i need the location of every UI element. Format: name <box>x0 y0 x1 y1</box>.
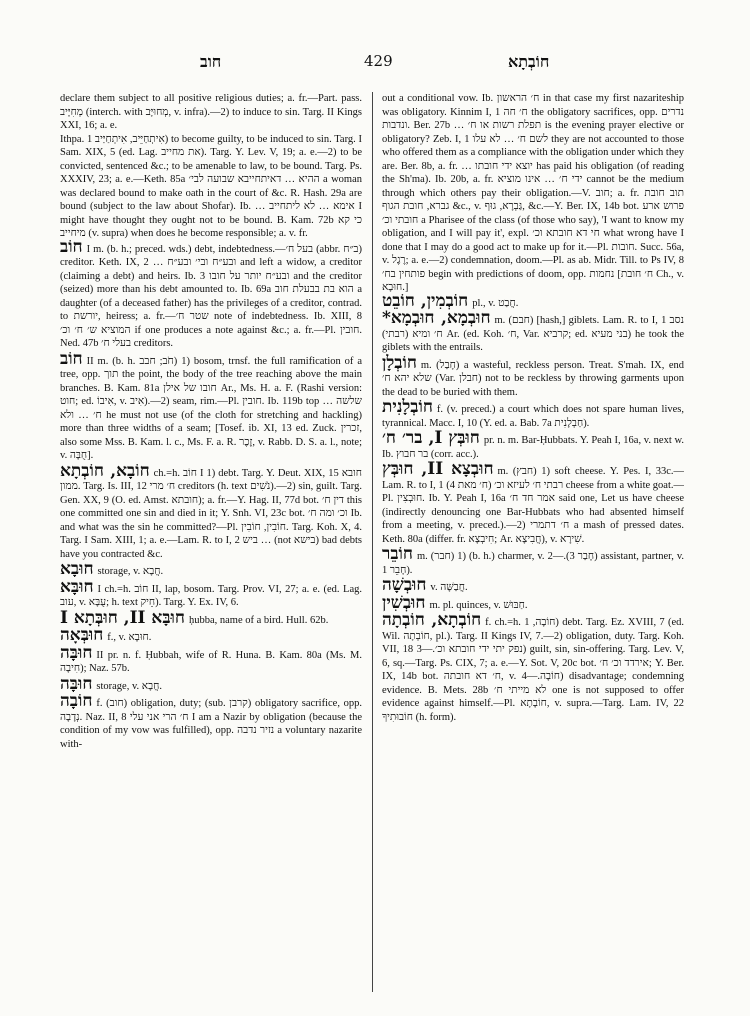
right-column <box>382 92 684 992</box>
entry-text: out a conditional vow. Ib. ח׳ הראשון in that case my first nazariteship was obligatory. Kinnim I, 1 ח׳ חה the obligatory sacrifices, opp. נדרים ונדבות. Ber. 27b … תפלת רשות או ח׳ is the evening prayer elective or obligatory? Zeb. I, 1 לשם ח׳ … לא עלו they are not accounted to those who offered them as a compliance with the obligation under which they are. Ber. 8b, a. fr. … יוצא ידי חובתו has paid his obligation (of reading the Sh'ma). Ib. 20b, a. fr. ידי ח׳ … אינו מוציא cannot be the medium through which others pay their obligation.—V. חוב; a. fr. תוב חובת גברא, חובת הגוף &c., v. גַּבְרָא, גוּף, &c.—Y. Ber. IX, 14b bot. פרוש ארע חובתי וכ׳ a Pharisee of the class (of those who say), 'I want to know my obligation, and I will pay it', expl. חי דא חובתא וכ׳ what wrong have I done that I may do a good act to make up for it.—Pl. חובות. Succ. 56a, v. רֶגֶל; a. e.—2) condemnation, doom.—Pl. as ab. Midr. Till. to Ps IV, 8 פותחין בח׳ begin with predictions of doom, opp. נחמות [ח׳ חובת Ch., v. חוּבָא.] <box>382 93 684 293</box>
dictionary-entry <box>382 308 684 355</box>
dictionary-entry <box>60 92 362 133</box>
dictionary-entry <box>382 352 684 400</box>
entry-text: I ch.=h. חוֹב II, lap, bosom. Targ. Prov. VI, 27; a. e. (ed. Lag. עוב, v. עֻבָּא; h. text חֵיק). Targ. Y. Ex. IV, 6. <box>60 583 362 608</box>
entry-text: m. (חבר) 1) (b. h.) charmer, v. חָבַר 3).—2) assistant, partner, v. חָבֵר 1). <box>382 551 684 576</box>
header-right-word: חוֹבְתָא <box>508 52 550 71</box>
dictionary-entry <box>60 348 362 463</box>
dictionary-entry <box>60 642 362 676</box>
entry-text: Ithpa. אִיתְחַיֵּיב, אִיתְחַיַּיב 1) to become guilty, to be induced to sin. Targ. I Sam. XIX, 5 (ed. Lag. את מחייב). Targ. Y. Lev. V, 19; a. e.—2) to be convicted, sentenced &c.; to be amenable to law, to be bound. Targ. Ps. XXXIV, 23; a. e.—Keth. 85a ההיא … דאיתחייבא שבועה לבי׳ a woman was declared bound to make oath in the court of &c. R. Hash. 29a are bound (subject to the law about Shofar). Ib. … אימא … לא ליתחייב I might have thought they ought not to be bound. B. Kam. 72b כי קא מיחייב (v. supra) when does he become responsible; a. v. fr. <box>60 133 362 239</box>
entry-headword: חוֹבְתָא, חוֹבְתָה <box>382 610 482 630</box>
column-divider <box>372 92 373 992</box>
entry-text: II pr. n. f. Ḥubbah, wife of R. Huna. B. Kam. 80a (Ms. M. חִיבָה); Naz. 57b. <box>60 649 362 674</box>
dictionary-entry <box>60 133 362 241</box>
entry-text: storage, v. חֲבָא. <box>96 680 162 692</box>
entry-text: pr. n. m. Bar-Ḥubbats. Y. Peah I, 16a, v. next w. Ib. בר חבוץ (corr. acc.). <box>382 435 684 460</box>
entry-headword: חוּבְמָא, חוּבְמָא* <box>382 308 491 328</box>
entry-text: ḥubba, name of a bird. Hull. 62b. <box>188 614 329 626</box>
entry-text: storage, v. חֲבָא. <box>97 566 164 577</box>
dictionary-entry <box>60 460 362 562</box>
left-column <box>60 92 362 992</box>
dictionary-entry <box>60 607 362 628</box>
entry-headword: חוֹב <box>60 348 83 369</box>
entry-headword: חוֹבְלָנִית <box>382 397 433 417</box>
entry-headword: חוּבָּה <box>60 642 93 663</box>
dictionary-entry <box>60 673 362 694</box>
page-header <box>0 52 750 78</box>
dictionary-entry <box>382 610 684 724</box>
entry-text: I m. (b. h.; preced. wds.) debt, indebtedness.—בעל ח׳ (abbr. ב״ח) creditor. Keth. IX, 2 … ובע״ח ובי׳ ובע״ח and left a widow, a creditor (claiming a debt) and heirs. Ib. 3 ובע״ח יותר על חובו and the creditor (seized) more than his debt amounted to. Ib. 69a הוא בת בבעלת חוב a daughter (of a deceased father) has the privileges of a creditor, contrad. to יורשת, heiress; a. fr.—שטר ח׳ note of indebtedness. Ib. XIII, 8 המוציא ש׳ ח׳ וכ׳ if one produces a note against &c.; a. fr.—Pl. חובין. Ned. 47b בעלי ח׳ creditors. <box>60 243 362 349</box>
entry-text: v. חֲבַשָּׁה. <box>430 582 468 593</box>
entry-text: f. (חוב) obligation, duty; (sub. קרבן) obligatory sacrifice, opp. נְדָבָה. Naz. II, 8 ח׳ הרי אני עלי I am a Nazir by obligation (because the condition of my vow was fulfilled), opp. נזיר נדבה a voluntary nazarite with- <box>60 698 362 750</box>
entry-text: declare them subject to all positive religious duties; a. fr.—Part. pass. מְחִיָּיב (interch. with מְחוּיָּב, v. infra).—2) to induce to sin. Targ. II Kings XXI, 16; a. e. <box>60 93 362 131</box>
dictionary-entry <box>382 397 684 430</box>
entry-headword: חוּבְשִׁין <box>382 592 426 613</box>
entry-text: f. (v. preced.) a court which does not spare human lives, tyrannical. Macc. I, 10 (Y. ed. a. Bab. 7a חַבְלָנִית). <box>382 404 684 429</box>
entry-headword: חוֹב <box>60 236 83 257</box>
dictionary-entry <box>382 544 684 577</box>
entry-text: II m. (b. h. חֹב; חבב) 1) bosom, trnsf. the full ramification of a tree, opp. תוך the point, the body of the tree reaching above the main branches. B. Kam. 81a חובו של אילן Ar., Ms. H. a. F. (Rashi version: חוט; ed. אִיבוֹ, v. אִיב).—2) seam, rim.—Pl. חובין. Ib. 119b top … שלשה ח׳ … ולא he must not use (of the cloth for stretching and hackling) more than three widths of a seam; [Tosef. ib. XI, 13 ed. Zuck. זכרין, also some Mss. B. Kam. l. c., Ms. F. a. R. זֶכֶר, v. Rabb. D. S. a. l., note; v. חֻבָּה]. <box>60 355 362 461</box>
entry-headword: חוּבְשָׁה <box>382 575 427 595</box>
entry-headword: חוּבָא <box>60 559 94 579</box>
entry-text: m. (חבץ) 1) soft cheese. Y. Pes. I, 33c.—Lam. R. to I, 1 (4 ח׳ מאת) רבתי ח׳ לעיזא וכ׳ cheese from a white goat.—Pl. חוּבְצִין. Ib. Y. Peah I, 16a אמר חד ח׳ said one, Let us have cheese (indirectly denouncing one Bar-Hubbats who had absented himself from a meeting, v. preced.).—2) ח׳ דתמרי a mash of pressed dates. Keth. 80a (differ. fr. חִיבְצָא; Ar. חֲבִיצָא), v. שִׁירָא. <box>382 466 684 545</box>
entry-text: m. (חבם) [hash,] giblets. Lam. R. to I, 1 נסב ח׳ ומיא (רבתי) Ar. (ed. Koh. ח׳, Var. קרביא; ed. בני מעיא) he took the giblets with the entrails. <box>382 315 684 353</box>
page-number: 429 <box>364 52 393 70</box>
entry-headword: חוֹבֵר <box>382 544 413 564</box>
entry-text: pl., v. חֲבַט. <box>472 297 519 309</box>
dictionary-entry <box>60 576 362 610</box>
dictionary-entry <box>382 428 684 461</box>
entry-text: m. pl. quinces, v. חַבּוּשׁ. <box>429 599 528 611</box>
entry-headword: חוּבְּץ I, בר׳ ח׳ <box>382 428 480 448</box>
entry-text: m. (חָבַל) a wasteful, reckless person. Treat. S'mah. IX, end שלא יהא ח׳ (Var. חבלן) not to be reckless by throwing garments upon the dead to be buried with them. <box>382 359 684 398</box>
entry-headword: חוּבָּה <box>60 673 93 694</box>
entry-headword: חוֹבָא, חוֹבְתָא <box>60 460 150 481</box>
header-left-word: חוב <box>200 52 222 71</box>
entry-headword: חוּבְּאָה <box>60 625 104 645</box>
entry-text: f., v. חוּבָא. <box>107 632 152 643</box>
dictionary-entry <box>382 92 684 295</box>
dictionary-entry <box>382 575 684 595</box>
entry-text: f. ch.=h. חוֹבָה, 1) debt. Targ. Ez. XVIII, 7 (ed. Wil. חוֹבְתָה, pl.). Targ. II Kings IV, 7.—2) obligation, duty. Targ. Koh. VII, 18 נפק יתי ידי חובתא וכ׳.—3) guilt, sin, sin-offering. Targ. Lev. V, 6, sq.—Targ. Ps. CIX, 7; a. e.—Y. Sot. V, 20c bot. אירדד וכ׳ ח׳; Y. Ber. IX, 14b bot. ח׳ דא חובתה, v. חוֹבָה.—4) disadvantage; condemning evidence. B. Mets. 28b לא מייתי ח׳ one is not supposed to offer evidence against himself.—Pl. חוֹבָתָא, v. supra.—Targ. Lam. IV, 22 חוֹבוּתִיךָ (h. form). <box>382 617 684 723</box>
entry-headword: חוֹבָה <box>60 691 93 711</box>
dictionary-entry <box>60 236 362 351</box>
dictionary-entry <box>60 691 362 751</box>
dictionary-entry <box>382 459 684 546</box>
entry-headword: חוּבְצָא II, חוּבְּץ <box>382 459 494 479</box>
entry-headword: חוּבָּא II, חוּבְּתָא I <box>60 607 185 628</box>
entry-headword: חוֹבְמִין, חוֹבֵט <box>382 290 469 311</box>
entry-headword: חוֹבְלָן <box>382 352 417 373</box>
dictionary-entry <box>60 559 362 579</box>
entry-headword: חוּבָּא <box>60 576 94 597</box>
entry-text: ch.=h. חוֹב I 1) debt. Targ. Y. Deut. XIX, 15 חובא ממון. Targ. Is. III, 12 ח׳ מרי creditors (h. text נֹשִׁים).—2) sin, guilt. Targ. Gen. XX, 9 (O. ed. Amst. חובתא); a. fr.—Y. Hag. II, 77d bot. דין ח׳ this one committed one sin and died in it; Y. Snh. VI, 23c bot. וכ׳ ומה ח׳ Ib. and what was the sin he committed?—Pl. חוֹבִין, חוֹבִין. Targ. Koh. X, 4. Targ. I Sam. XIII, 1; a. e.—Lam. R. to I, 2 ביש … (not בישא) bad debts have you contracted &c. <box>60 467 362 560</box>
dictionary-entry <box>60 625 362 645</box>
